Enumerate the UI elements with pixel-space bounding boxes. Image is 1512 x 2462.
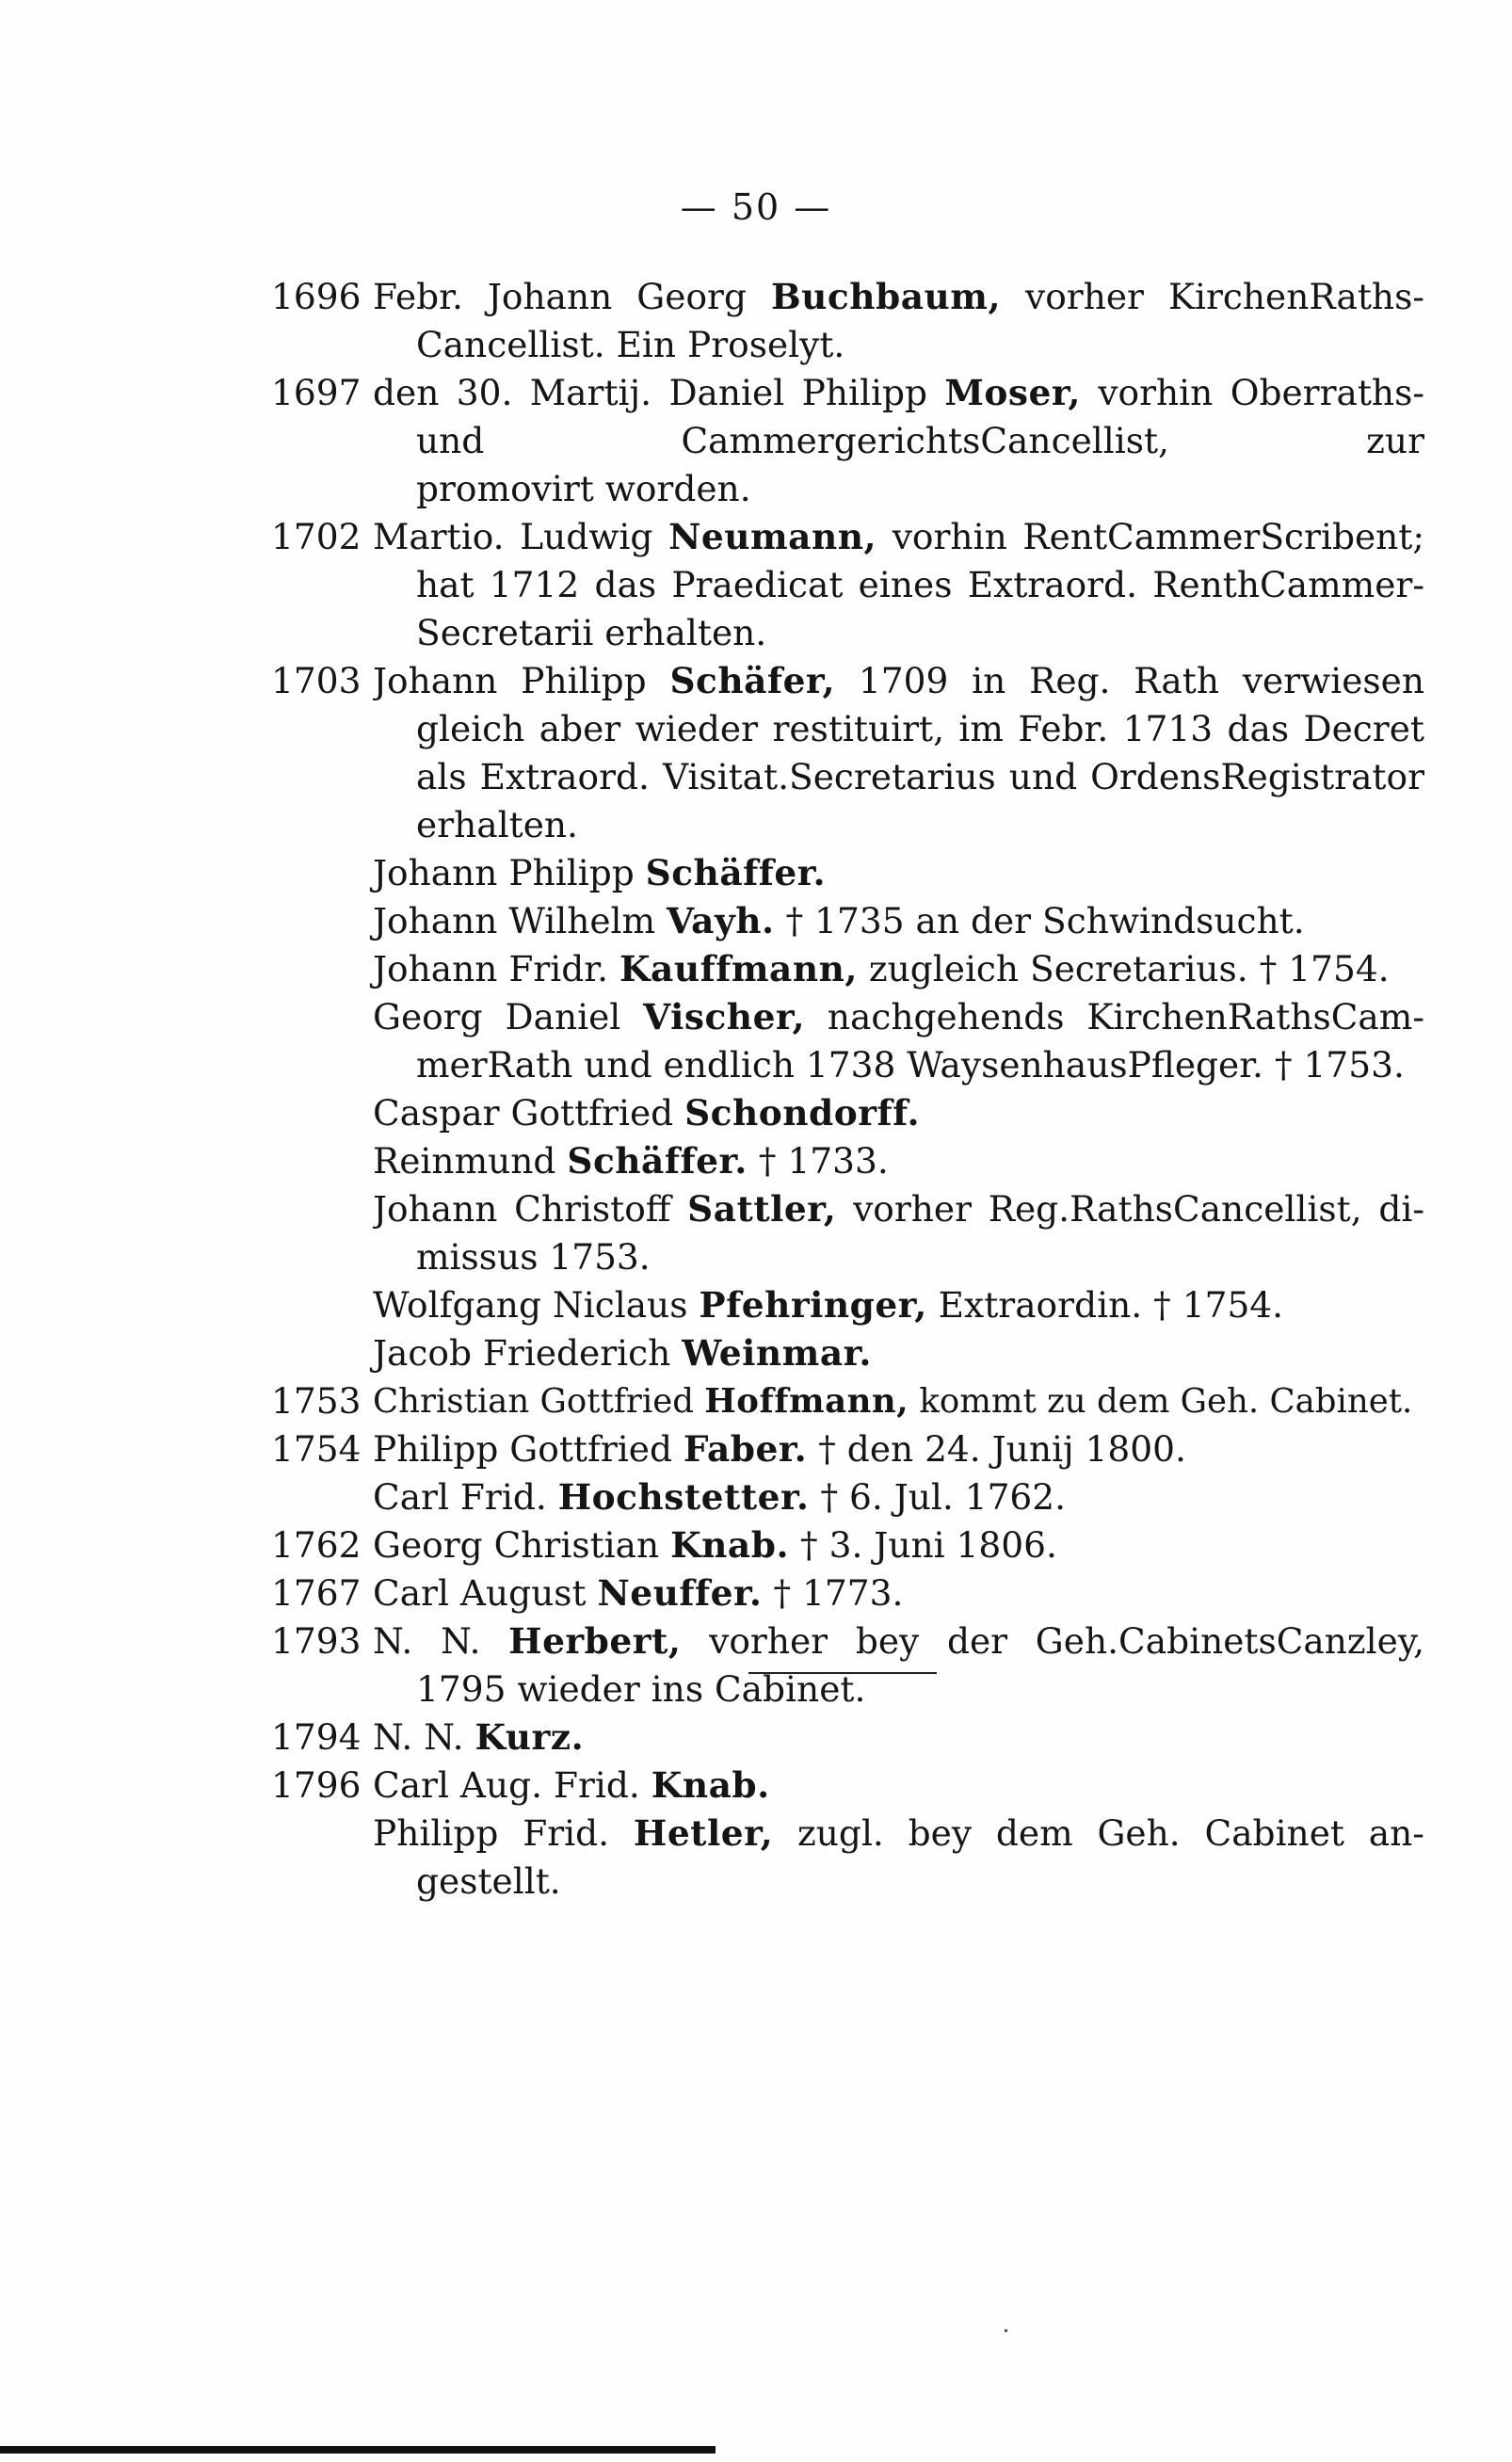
entry-text [373, 945, 1390, 993]
text-segment: vorher Reg.RathsCancellist, di- [836, 1188, 1424, 1230]
text-segment: Secretarii erhalten. [416, 612, 767, 653]
text-segment: gleich aber wieder restituirt, im Febr. 1713 das Decret [416, 708, 1424, 749]
text-segment: promovirt worden. [416, 468, 751, 509]
text-segment: zugl. bey dem Geh. Cabinet an- [773, 1812, 1424, 1854]
entry-text [373, 513, 1424, 561]
entry-line [271, 1329, 1424, 1377]
person-surname: Herbert, [508, 1620, 682, 1662]
person-surname: Schäffer. [645, 852, 827, 893]
person-surname: Vayh. [667, 900, 775, 941]
entry-line [271, 801, 1424, 849]
person-surname: Vischer, [643, 996, 806, 1038]
text-segment: hat 1712 das Praedicat eines Extraord. RenthCammer- [416, 564, 1424, 605]
entry-line [271, 993, 1424, 1041]
entry-line [271, 465, 1424, 513]
entry-text [373, 1762, 770, 1810]
person-surname: Neumann, [668, 516, 877, 557]
entry-text [416, 1233, 651, 1281]
text-segment: Jacob Friederich [373, 1332, 683, 1374]
register-entry [271, 1281, 1424, 1329]
text-segment: Philipp Frid. [373, 1812, 634, 1854]
text-segment: Georg Christian [373, 1524, 671, 1566]
entry-line [271, 1617, 1424, 1665]
entry-line [271, 513, 1424, 561]
text-segment: N. N. [373, 1620, 509, 1662]
text-segment: † 3. Juni 1806. [789, 1524, 1057, 1566]
text-segment: Reinmund [373, 1140, 568, 1182]
text-segment: Johann Wilhelm [373, 900, 668, 941]
entry-line [271, 753, 1424, 801]
entry-line [271, 945, 1424, 993]
entry-line [271, 1281, 1424, 1329]
entry-text [373, 1569, 903, 1617]
entry-year: 1702 [271, 516, 362, 557]
person-surname: Pfehringer, [699, 1284, 927, 1326]
text-segment: † 1733. [747, 1140, 889, 1182]
text-segment: vorher bey der Geh.CabinetsCanzley, [709, 1620, 1424, 1662]
text-segment: Philipp Gottfried [373, 1428, 684, 1470]
register-entry [271, 1569, 1424, 1617]
register-entry [271, 993, 1424, 1089]
entry-line [271, 1762, 1424, 1810]
page-number: — 50 — [680, 186, 832, 228]
text-segment: und CammergerichtsCancellist, zur [416, 420, 1424, 461]
text-segment: kommt zu dem Geh. Cabinet. [909, 1382, 1413, 1421]
entry-year: 1753 [271, 1380, 362, 1422]
entry-text [373, 993, 1424, 1041]
entry-text [373, 1617, 1424, 1665]
entry-line [271, 1569, 1424, 1617]
text-segment: Carl Aug. Frid. [373, 1764, 651, 1806]
entry-text [416, 465, 751, 513]
person-surname: Schäffer. [567, 1140, 748, 1182]
entry-text [373, 1281, 1283, 1329]
entry-year: 1767 [271, 1572, 362, 1614]
person-surname: Schondorff. [684, 1092, 921, 1134]
register-entry [271, 1714, 1424, 1762]
register-entry [271, 849, 1424, 897]
entry-text [373, 1137, 889, 1185]
person-surname: Knab. [651, 1764, 770, 1806]
text-segment: Martio. Ludwig [373, 516, 669, 557]
entry-text [373, 1377, 1412, 1425]
register-entry [271, 1617, 1424, 1714]
text-segment: als Extraord. Visitat.Secretarius und OrdensRegistrator [416, 756, 1424, 797]
register-entry [271, 369, 1424, 513]
entry-text [373, 1714, 584, 1762]
register-entry [271, 657, 1424, 849]
register-entry [271, 1473, 1424, 1521]
entry-line [271, 657, 1424, 705]
entry-line [271, 1714, 1424, 1762]
text-segment: den 30. Martij. Daniel Philipp [373, 372, 945, 413]
entry-line [271, 1425, 1424, 1473]
text-segment: zugleich Secretarius. † 1754. [857, 948, 1390, 990]
entry-year: 1696 [271, 276, 362, 317]
entry-text [373, 1185, 1424, 1233]
text-segment: Georg Daniel [373, 996, 644, 1038]
person-surname: Hoffmann, [704, 1382, 909, 1421]
entry-line [271, 1233, 1424, 1281]
person-surname: Hochstetter. [557, 1476, 810, 1518]
text-segment: † den 24. Junij 1800. [807, 1428, 1186, 1470]
entry-text [373, 1329, 872, 1377]
register-entry [271, 1762, 1424, 1810]
entry-year: 1796 [271, 1764, 362, 1806]
text-segment: 1795 wieder ins Cabinet. [416, 1668, 866, 1710]
text-segment: vorhin RentCammerScribent; [877, 516, 1424, 557]
scan-edge-bar [0, 2446, 716, 2454]
text-segment: † 1773. [762, 1572, 904, 1614]
register-entry [271, 1329, 1424, 1377]
text-segment: merRath und endlich 1738 WaysenhausPfleger. † 1753. [416, 1044, 1405, 1086]
entry-text [373, 897, 1305, 945]
entry-line [271, 705, 1424, 753]
text-segment: missus 1753. [416, 1236, 651, 1278]
text-segment: Christian Gottfried [373, 1382, 705, 1421]
register-entry [271, 1377, 1424, 1425]
text-segment: N. N. [373, 1716, 475, 1758]
register-entry [271, 273, 1424, 369]
text-segment: nachgehends KirchenRathsCam- [805, 996, 1424, 1038]
register-entry [271, 1089, 1424, 1137]
entry-text [373, 1425, 1186, 1473]
entry-text [416, 705, 1424, 753]
entry-line [271, 1041, 1424, 1089]
text-segment: vorher KirchenRaths- [1001, 276, 1424, 317]
entry-text [416, 1041, 1405, 1089]
person-surname: Sattler, [687, 1188, 837, 1230]
person-surname: Moser, [944, 372, 1081, 413]
person-surname: Faber. [683, 1428, 808, 1470]
entry-text [373, 657, 1424, 705]
speck-mark [1005, 2329, 1007, 2332]
entry-text [373, 1089, 920, 1137]
entry-year: 1703 [271, 660, 362, 701]
person-surname: Buchbaum, [770, 276, 1002, 317]
text-segment: gestellt. [416, 1860, 561, 1902]
register-entry [271, 1521, 1424, 1569]
entry-line [271, 1089, 1424, 1137]
entry-year: 1793 [271, 1620, 362, 1662]
entry-line [271, 561, 1424, 609]
entry-line [271, 897, 1424, 945]
entry-year: 1697 [271, 372, 362, 413]
entry-text [373, 1473, 1066, 1521]
entry-line [271, 1858, 1424, 1906]
entry-line [271, 1810, 1424, 1858]
entry-line [271, 849, 1424, 897]
entry-text [373, 1810, 1424, 1858]
entry-text [416, 321, 844, 369]
entry-line [271, 1521, 1424, 1569]
text-segment: Extraordin. † 1754. [926, 1284, 1284, 1326]
person-surname: Kauffmann, [619, 948, 858, 990]
text-segment: erhalten. [416, 804, 578, 845]
entry-line [271, 1473, 1424, 1521]
entry-text [416, 609, 766, 657]
text-segment: † 6. Jul. 1762. [809, 1476, 1067, 1518]
register-list [271, 273, 1424, 1906]
person-surname: Neuffer. [597, 1572, 763, 1614]
text-segment: † 1735 an der Schwindsucht. [774, 900, 1305, 941]
entry-line [271, 1185, 1424, 1233]
text-segment: Febr. Johann Georg [373, 276, 771, 317]
entry-text [373, 1521, 1057, 1569]
entry-line [271, 1377, 1424, 1425]
entry-text [416, 753, 1424, 801]
text-segment: Johann Christoff [373, 1188, 688, 1230]
entry-line [271, 417, 1424, 465]
register-entry [271, 897, 1424, 945]
person-surname: Kurz. [475, 1716, 585, 1758]
entry-year: 1762 [271, 1524, 362, 1566]
register-entry [271, 945, 1424, 993]
entry-text [373, 849, 826, 897]
entry-text [373, 369, 1424, 417]
text-segment: Wolfgang Niclaus [373, 1284, 700, 1326]
text-segment: Johann Fridr. [373, 948, 619, 990]
entry-line [271, 609, 1424, 657]
entry-text [416, 1858, 561, 1906]
register-entry [271, 1810, 1424, 1906]
register-entry [271, 513, 1424, 657]
entry-text [416, 417, 1424, 465]
text-segment: Carl August [373, 1572, 598, 1614]
entry-year: 1754 [271, 1428, 362, 1470]
text-segment: Carl Frid. [373, 1476, 558, 1518]
entry-line [271, 273, 1424, 321]
person-surname: Weinmar. [682, 1332, 872, 1374]
text-segment: Cancellist. Ein Proselyt. [416, 324, 845, 365]
person-surname: Knab. [670, 1524, 790, 1566]
entry-line [271, 1137, 1424, 1185]
end-rule [748, 1672, 937, 1674]
text-segment: 1709 in Reg. Rath verwiesen [835, 660, 1424, 701]
entry-text [416, 561, 1424, 609]
entry-line [271, 321, 1424, 369]
register-entry [271, 1185, 1424, 1281]
register-entry [271, 1425, 1424, 1473]
person-surname: Schäfer, [669, 660, 836, 701]
entry-text [416, 801, 578, 849]
text-segment: Johann Philipp [373, 852, 646, 893]
text-segment: Johann Philipp [373, 660, 670, 701]
register-entry [271, 1137, 1424, 1185]
entry-text [373, 273, 1424, 321]
entry-line [271, 369, 1424, 417]
text-segment: Caspar Gottfried [373, 1092, 685, 1134]
text-segment: vorhin Oberraths- [1080, 372, 1424, 413]
entry-year: 1794 [271, 1716, 362, 1758]
person-surname: Hetler, [633, 1812, 774, 1854]
